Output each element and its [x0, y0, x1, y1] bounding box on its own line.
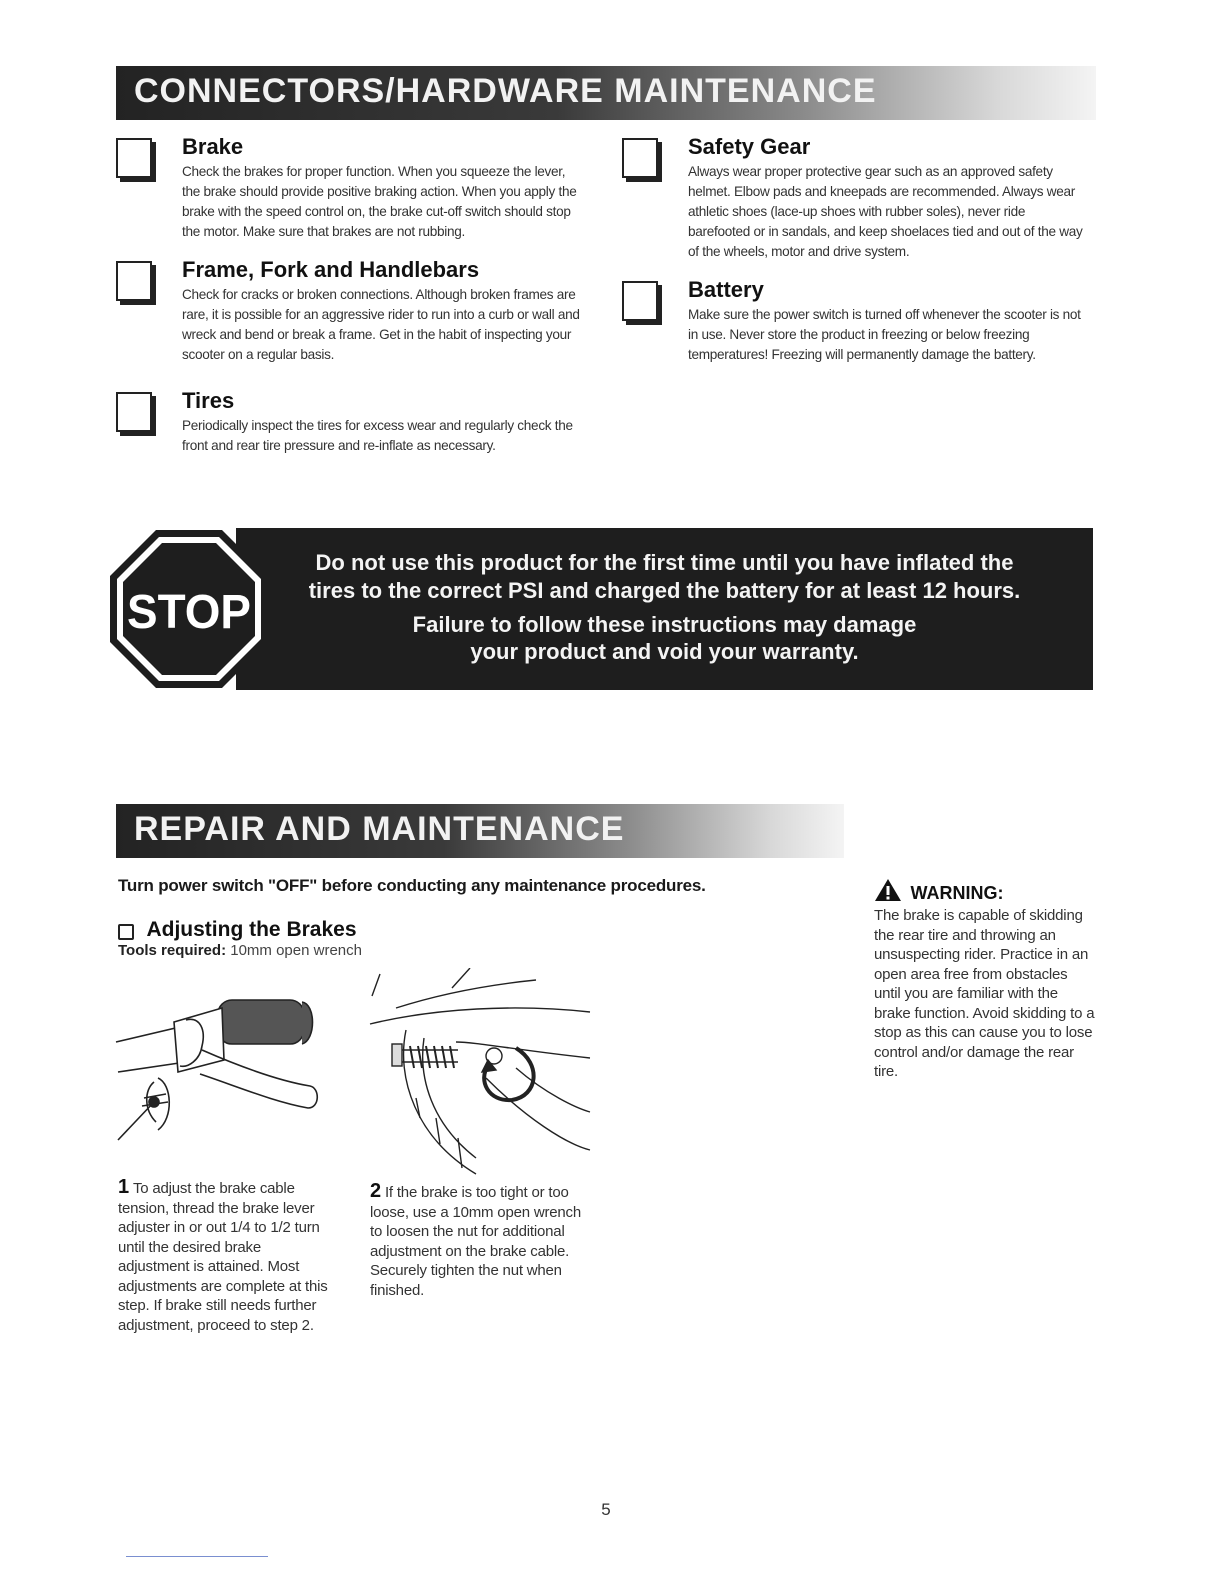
stop-line-2: tires to the correct PSI and charged the battery for at least 12 hours. [308, 578, 1021, 603]
stop-line-1: Do not use this product for the first time until you have inflated the [315, 550, 1014, 575]
battery-item [622, 277, 1092, 367]
stop-line-3: Failure to follow these instructions may damage [412, 612, 917, 637]
section-title: REPAIR AND MAINTENANCE [134, 810, 625, 848]
item-text: Periodically inspect the tires for excess wear and regularly check the front and rear tire pressure and re-inflate as necessary. [182, 418, 573, 453]
warning-heading [874, 878, 1096, 906]
item-title: Brake [182, 134, 244, 159]
item-title: Safety Gear [688, 134, 811, 159]
warning-triangle-icon [874, 878, 902, 902]
brake-item [116, 134, 596, 244]
brake-nut-illustration [366, 968, 596, 1182]
page-number: 5 [601, 1500, 611, 1519]
power-notice: Turn power switch "OFF" before conducting any maintenance procedures. [118, 876, 706, 895]
checkbox[interactable] [622, 281, 658, 321]
step-2-text [370, 1182, 592, 1300]
tools-line [118, 942, 362, 959]
stop-warning-banner [236, 528, 1093, 690]
step-1-body: To adjust the brake cable tension, thread the brake lever adjuster in or out 1/4 to 1/2 turn until the desired brake adjustment is attained. Most adjustments are complete at this step. If brake still needs further adjustment, proceed to step 2. [118, 1180, 328, 1334]
connectors-section-banner [116, 66, 1096, 120]
item-text: Always wear proper protective gear such as an approved safety helmet. Elbow pads and kneepads are recommended. Always wear athletic shoes (lace-up shoes with rubber soles), never ride barefooted or in sandals, and keep shoelaces tied and out of the way of the wheels, motor and drive system. [688, 164, 1083, 259]
checkbox[interactable] [116, 261, 152, 301]
checkbox-small[interactable] [118, 924, 134, 940]
stop-sign-icon [108, 528, 270, 690]
item-title: Frame, Fork and Handlebars [182, 257, 480, 282]
adjust-brakes-heading [118, 918, 357, 942]
frame-item [116, 257, 596, 367]
tires-item [116, 388, 596, 468]
item-text: Check the brakes for proper function. When you squeeze the lever, the brake should provide positive braking action. When you apply the brake with the speed control on, the brake cut-off switch should stop the motor. Make sure that brakes are not rubbing. [182, 164, 577, 239]
item-title: Tires [182, 388, 235, 413]
step-2 [370, 1182, 592, 1300]
footer-rule [126, 1556, 268, 1557]
warning-text: The brake is capable of skidding the rear tire and throwing an unsuspecting rider. Practice in an open area free from obstacles until you are familiar with the brake function. Avoid skidding to a stop as this can cause you to lose control and/or damage the rear tire. [874, 907, 1095, 1080]
safety-gear-item [622, 134, 1092, 264]
checkbox[interactable] [116, 138, 152, 178]
step-1 [118, 1178, 330, 1335]
stop-line-4: your product and void your warranty. [470, 639, 859, 664]
step-1-text [118, 1178, 330, 1335]
warning-box [874, 878, 1096, 1082]
adjust-brakes-title: Adjusting the Brakes [146, 918, 357, 941]
stop-sign-text: STOP [127, 586, 251, 639]
item-title: Battery [688, 277, 764, 302]
tools-value: 10mm open wrench [230, 942, 362, 959]
section-title: CONNECTORS/HARDWARE MAINTENANCE [134, 72, 877, 110]
step-2-body: If the brake is too tight or too loose, use a 10mm open wrench to loosen the nut for additional adjustment on the brake cable. Securely tighten the nut when finished. [370, 1184, 581, 1299]
item-text: Make sure the power switch is turned off whenever the scooter is not in use. Never store the product in freezing or below freezing temperatures! Freezing will permanently damage the battery. [688, 307, 1081, 362]
warning-title: WARNING: [910, 883, 1004, 903]
step-2-number: 2 [370, 1180, 381, 1202]
tools-label: Tools required: [118, 942, 227, 959]
checkbox[interactable] [116, 392, 152, 432]
checkbox[interactable] [622, 138, 658, 178]
step-1-number: 1 [118, 1176, 129, 1198]
item-text: Check for cracks or broken connections. Although broken frames are rare, it is possible for an aggressive rider to run into a curb or wall and wreck and bend or break a frame. Get in the habit of inspecting your scooter on a regular basis. [182, 287, 580, 362]
repair-section-banner [116, 804, 844, 858]
brake-lever-illustration [114, 990, 334, 1150]
